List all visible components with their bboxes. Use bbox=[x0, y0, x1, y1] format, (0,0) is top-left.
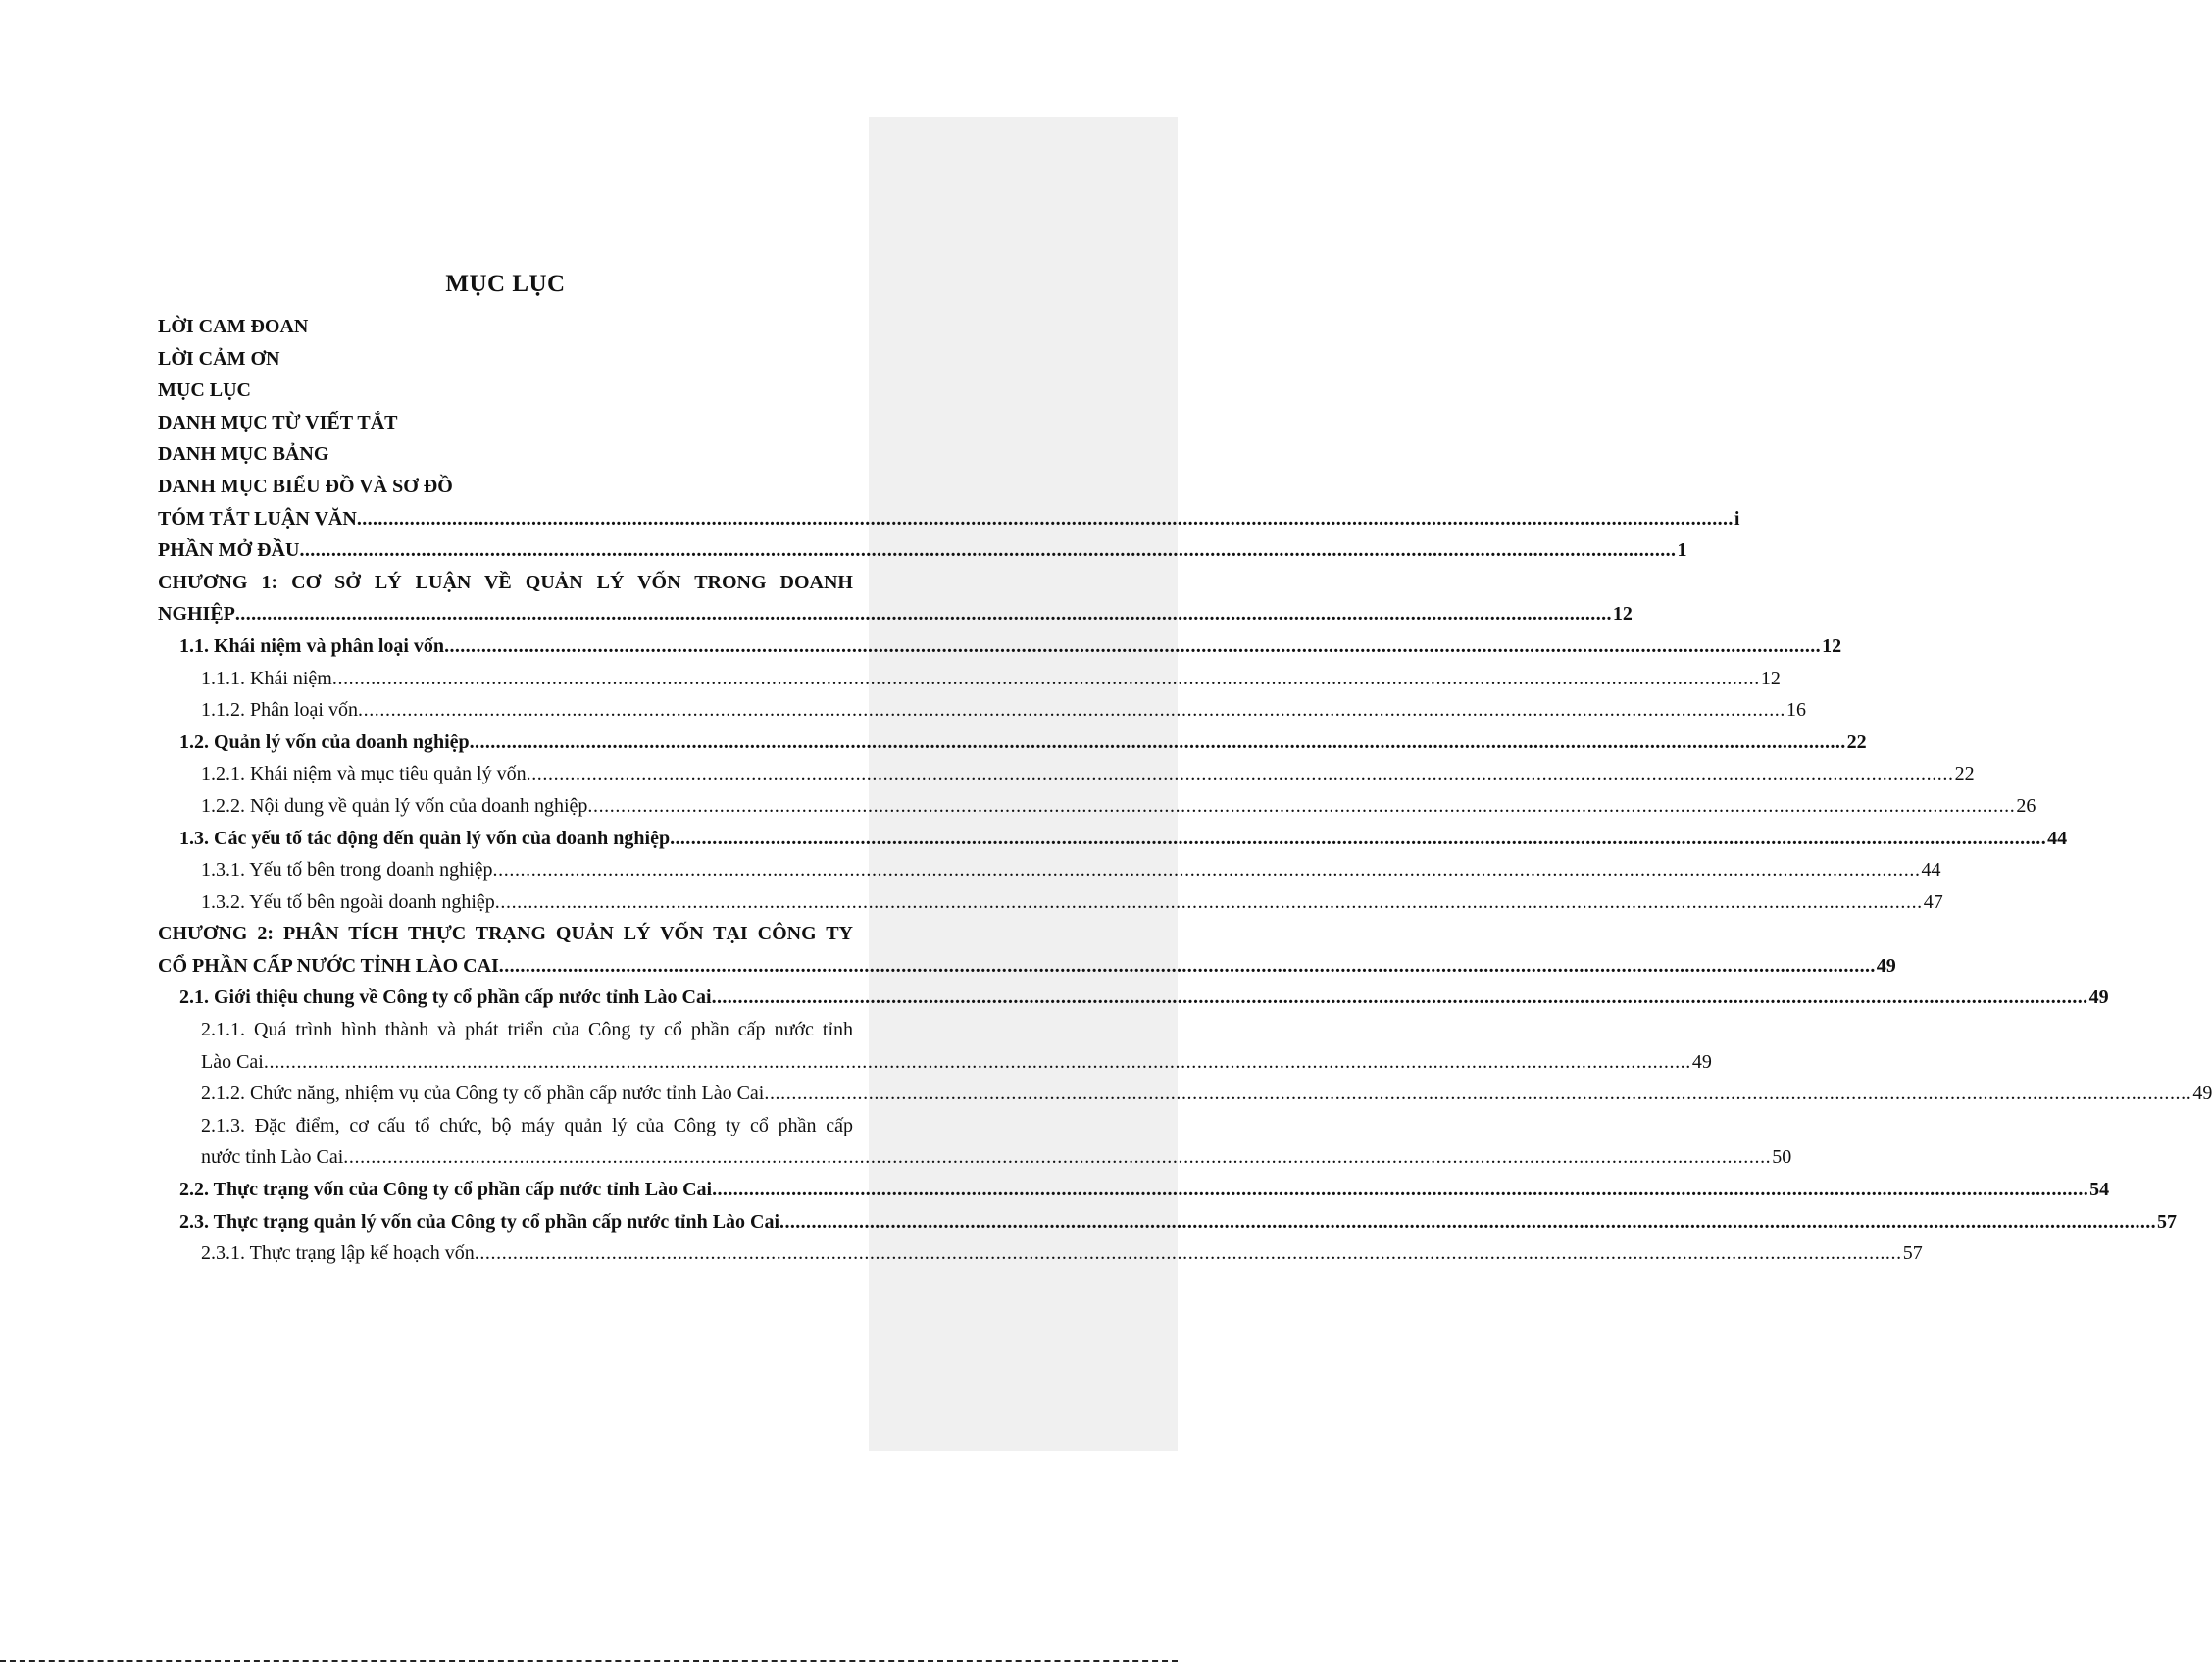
toc-entry-label: 2.1.2. Chức năng, nhiệm vụ của Công ty cổ phần cấp nước tỉnh Lào Cai bbox=[201, 1083, 765, 1105]
dot-leader: .................................................................................................................................................................................................................................................................... bbox=[711, 986, 2088, 1009]
dot-leader: .................................................................................................................................................................................................................................................................... bbox=[779, 1210, 2157, 1233]
toc-entry-label: DANH MỤC BIỂU ĐỒ VÀ SƠ ĐỒ bbox=[158, 475, 453, 497]
page-title: MỤC LỤC bbox=[445, 271, 566, 297]
toc-page-number: 22 bbox=[1846, 731, 1867, 753]
toc-entry[interactable] bbox=[158, 1206, 2178, 1238]
toc-entry[interactable] bbox=[158, 631, 1842, 663]
toc-entry-label: 2.3. Thực trạng quản lý vốn của Công ty cổ phần cấp nước tỉnh Lào Cai bbox=[179, 1210, 780, 1233]
toc-page-number: 47 bbox=[1923, 890, 1943, 913]
toc-page-number: 12 bbox=[1760, 667, 1781, 689]
dot-leader: .................................................................................................................................................................................................................................................................... bbox=[234, 603, 1612, 626]
toc-entry[interactable] bbox=[158, 886, 1943, 919]
toc-page-number: 12 bbox=[1822, 634, 1842, 657]
toc-entry[interactable] bbox=[158, 375, 853, 407]
dot-leader: .................................................................................................................................................................................................................................................................... bbox=[356, 507, 1734, 530]
dot-leader: .................................................................................................................................................................................................................................................................... bbox=[331, 667, 1760, 689]
dot-leader: .................................................................................................................................................................................................................................................................... bbox=[587, 794, 2016, 817]
toc-page-number: 44 bbox=[2047, 827, 2068, 849]
toc-entry[interactable] bbox=[158, 694, 1806, 727]
toc-entry[interactable] bbox=[158, 758, 1975, 790]
table-of-contents bbox=[158, 311, 2212, 1270]
toc-entry[interactable] bbox=[158, 663, 1781, 695]
dot-leader: .................................................................................................................................................................................................................................................................... bbox=[670, 827, 2047, 849]
dot-leader: .................................................................................................................................................................................................................................................................... bbox=[494, 890, 1923, 913]
toc-entry-label: 1.1.2. Phân loại vốn bbox=[201, 699, 358, 722]
toc-entry[interactable] bbox=[158, 407, 853, 439]
dot-leader: .................................................................................................................................................................................................................................................................... bbox=[474, 1242, 1902, 1265]
toc-entry-label: 1.2.2. Nội dung về quản lý vốn của doanh nghiệp bbox=[201, 794, 588, 817]
toc-page-number: 49 bbox=[2088, 986, 2109, 1009]
toc-page-number: 22 bbox=[1954, 763, 1975, 785]
toc-page-number: 44 bbox=[1921, 859, 1941, 882]
toc-entry-label: 1.3.2. Yếu tố bên ngoài doanh nghiệp bbox=[201, 890, 495, 913]
toc-entry-label: 1.1.1. Khái niệm bbox=[201, 667, 332, 689]
toc-page-number: 12 bbox=[1612, 603, 1633, 626]
chapter-heading-line[interactable]: CHƯƠNG 1: CƠ SỞ LÝ LUẬN VỀ QUẢN LÝ VỐN TRONG DOANH bbox=[158, 571, 853, 593]
toc-entry[interactable] bbox=[158, 471, 853, 503]
toc-entry-label: DANH MỤC TỪ VIẾT TẮT bbox=[158, 411, 398, 433]
toc-entry-label: LỜI CẢM ƠN bbox=[158, 347, 280, 370]
toc-page-number: 49 bbox=[1876, 954, 1896, 977]
toc-entry[interactable] bbox=[158, 343, 853, 376]
toc-page-number: 49 bbox=[2192, 1083, 2212, 1105]
toc-entry-label: 1.3. Các yếu tố tác động đến quản lý vốn của doanh nghiệp bbox=[179, 827, 671, 849]
dot-leader: .................................................................................................................................................................................................................................................................... bbox=[492, 859, 1921, 882]
toc-page-number: i bbox=[1734, 507, 1740, 530]
toc-page-number: 1 bbox=[1677, 539, 1687, 562]
dot-leader: .................................................................................................................................................................................................................................................................... bbox=[498, 954, 1876, 977]
toc-entry[interactable] bbox=[158, 854, 1941, 886]
toc-entry[interactable] bbox=[158, 534, 1687, 567]
toc-entry-label: Lào Cai bbox=[201, 1050, 264, 1073]
toc-entry-label: TÓM TẮT LUẬN VĂN bbox=[158, 507, 357, 530]
toc-entry[interactable] bbox=[158, 1174, 2110, 1206]
dot-leader: .................................................................................................................................................................................................................................................................... bbox=[299, 539, 1677, 562]
toc-entry[interactable] bbox=[158, 1078, 2212, 1110]
page-bottom-rule bbox=[0, 1660, 1178, 1662]
toc-page-number: 49 bbox=[1691, 1050, 1712, 1073]
toc-entry-label: 2.3.1. Thực trạng lập kế hoạch vốn bbox=[201, 1242, 475, 1265]
toc-entry[interactable] bbox=[158, 1141, 1792, 1174]
toc-entry-label: 1.2.1. Khái niệm và mục tiêu quản lý vốn bbox=[201, 763, 527, 785]
toc-entry-label: 1.3.1. Yếu tố bên trong doanh nghiệp bbox=[201, 859, 493, 882]
toc-page-number: 57 bbox=[2157, 1210, 2178, 1233]
section-heading-line[interactable]: 2.1.3. Đặc điểm, cơ cấu tổ chức, bộ máy quản lý của Công ty cổ phần cấp bbox=[201, 1114, 853, 1136]
toc-entry[interactable] bbox=[158, 311, 853, 343]
dot-leader: .................................................................................................................................................................................................................................................................... bbox=[469, 731, 1846, 753]
dot-leader: .................................................................................................................................................................................................................................................................... bbox=[764, 1083, 2192, 1105]
toc-entry-label: 1.2. Quản lý vốn của doanh nghiệp bbox=[179, 731, 470, 753]
dot-leader: .................................................................................................................................................................................................................................................................... bbox=[343, 1146, 1772, 1169]
dot-leader: .................................................................................................................................................................................................................................................................... bbox=[526, 763, 1954, 785]
toc-entry-label: 1.1. Khái niệm và phân loại vốn bbox=[179, 634, 445, 657]
toc-entry-label: MỤC LỤC bbox=[158, 379, 251, 402]
chapter-heading-line[interactable]: CHƯƠNG 2: PHÂN TÍCH THỰC TRẠNG QUẢN LÝ VỐN TẠI CÔNG TY bbox=[158, 923, 853, 945]
toc-entry-label: LỜI CAM ĐOAN bbox=[158, 316, 309, 337]
toc-entry[interactable] bbox=[158, 598, 1633, 631]
toc-page-number: 16 bbox=[1786, 699, 1806, 722]
toc-page-number: 54 bbox=[2089, 1179, 2110, 1201]
toc-entry-label: NGHIỆP bbox=[158, 603, 235, 626]
toc-entry[interactable] bbox=[158, 823, 2068, 855]
dot-leader: .................................................................................................................................................................................................................................................................... bbox=[444, 634, 1822, 657]
toc-page-number: 57 bbox=[1902, 1242, 1923, 1265]
toc-entry[interactable] bbox=[158, 1237, 1923, 1270]
toc-entry[interactable] bbox=[158, 982, 2109, 1014]
toc-entry[interactable] bbox=[158, 503, 1740, 535]
toc-entry-label: 2.2. Thực trạng vốn của Công ty cổ phần cấp nước tỉnh Lào Cai bbox=[179, 1179, 713, 1201]
toc-entry[interactable] bbox=[158, 790, 2036, 823]
dot-leader: .................................................................................................................................................................................................................................................................... bbox=[712, 1179, 2089, 1201]
toc-entry-label: 2.1. Giới thiệu chung về Công ty cổ phần cấp nước tỉnh Lào Cai bbox=[179, 986, 712, 1009]
dot-leader: .................................................................................................................................................................................................................................................................... bbox=[263, 1050, 1691, 1073]
dot-leader: .................................................................................................................................................................................................................................................................... bbox=[358, 699, 1785, 722]
toc-entry[interactable] bbox=[158, 1046, 1712, 1079]
toc-page-number: 26 bbox=[2016, 794, 2036, 817]
toc-entry-label: DANH MỤC BẢNG bbox=[158, 443, 329, 466]
toc-entry[interactable] bbox=[158, 727, 1867, 759]
toc-entry-label: CỔ PHẦN CẤP NƯỚC TỈNH LÀO CAI bbox=[158, 954, 499, 977]
toc-entry[interactable] bbox=[158, 438, 853, 471]
toc-entry-label: PHẦN MỞ ĐẦU bbox=[158, 539, 300, 562]
toc-page-number: 50 bbox=[1772, 1146, 1792, 1169]
toc-entry-label: nước tỉnh Lào Cai bbox=[201, 1146, 344, 1169]
section-heading-line[interactable]: 2.1.1. Quá trình hình thành và phát triển của Công ty cổ phần cấp nước tỉnh bbox=[201, 1019, 853, 1041]
toc-entry[interactable] bbox=[158, 950, 1896, 983]
